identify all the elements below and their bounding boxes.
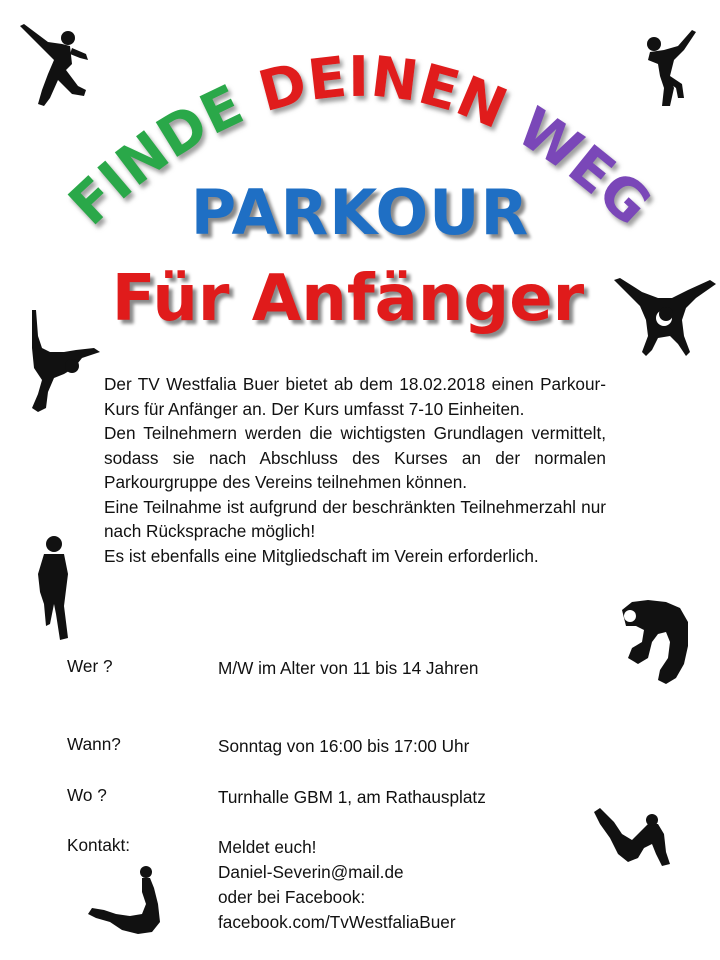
detail-value: Turnhalle GBM 1, am Rathausplatz (218, 787, 486, 807)
jumping-person-silhouette (14, 20, 94, 112)
title-fuer-anfaenger: Für Anfänger (111, 262, 585, 336)
intro-paragraph: Den Teilnehmern werden die wichtigsten Grundlagen vermittelt, sodass sie nach Abschluss des Kurses an der normalen Parkourgruppe des Vereins teilnehmen können. (104, 423, 606, 492)
rolling-person-silhouette (618, 598, 690, 686)
bridge-pose-silhouette (612, 276, 718, 360)
intro-paragraph: Es ist ebenfalls eine Mitgliedschaft im Verein erforderlich. (104, 545, 539, 566)
title-parkour: PARKOUR (190, 176, 530, 249)
title-word-weg: WEG (505, 95, 663, 239)
title-word-deinen: DEINEN (252, 44, 516, 143)
standing-person-silhouette (32, 534, 76, 642)
intro-text (104, 372, 606, 568)
crouching-person-silhouette (86, 864, 168, 936)
detail-label: Wo ? (67, 785, 107, 805)
detail-value: M/W im Alter von 11 bis 14 Jahren (218, 658, 479, 678)
detail-label: Wer ? (67, 656, 113, 676)
detail-value: Sonntag von 16:00 bis 17:00 Uhr (218, 736, 470, 756)
contact-line: oder bei Facebook: (218, 887, 366, 907)
intro-paragraph: Der TV Westfalia Buer bietet ab dem 18.02.2018 einen Parkour-Kurs für Anfänger an. Der Kurs umfasst 7-10 Einheiten. (104, 374, 606, 419)
detail-label: Kontakt: (67, 835, 131, 855)
diving-person-silhouette (592, 806, 672, 868)
intro-paragraph: Eine Teilnahme ist aufgrund der beschränkten Teilnehmerzahl nur nach Rücksprache möglich! (104, 496, 606, 541)
contact-line: Meldet euch! (218, 837, 317, 857)
contact-block (218, 835, 618, 935)
leaping-person-silhouette (640, 24, 704, 110)
title-word-finde: FINDE (56, 72, 254, 239)
contact-email: Daniel-Severin@mail.de (218, 862, 404, 882)
detail-label: Wann? (67, 734, 121, 754)
climbing-person-silhouette (24, 308, 104, 416)
contact-facebook: facebook.com/TvWestfaliaBuer (218, 912, 456, 932)
